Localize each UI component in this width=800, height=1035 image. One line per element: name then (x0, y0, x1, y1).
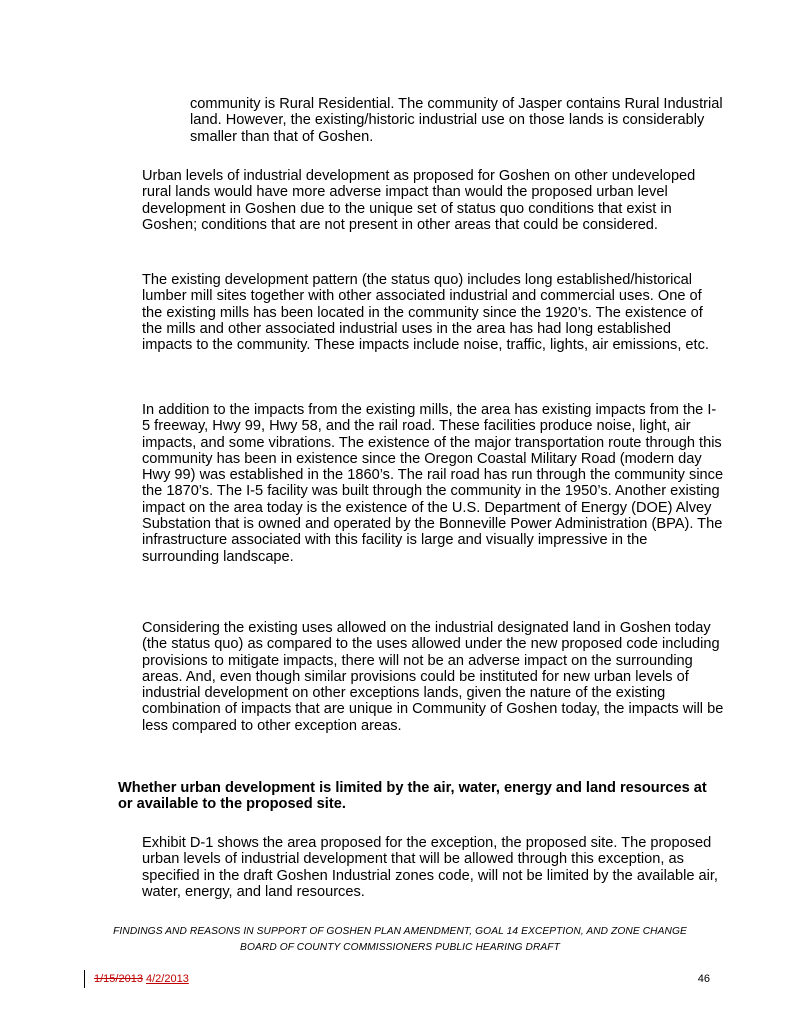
paragraph-jasper: community is Rural Residential. The community of Jasper contains Rural Industrial land. However, the existing/historic industrial use on those lands is considerably smaller than that of Goshen. (190, 96, 723, 145)
footer-dates (94, 973, 189, 985)
revision-bar (84, 970, 85, 988)
footer-title-line2: BOARD OF COUNTY COMMISSIONERS PUBLIC HEARING DRAFT (240, 942, 560, 953)
paragraph-considering-uses: Considering the existing uses allowed on the industrial designated land in Goshen today (the status quo) as compared to the uses allowed under the new proposed code including provisions to mitigate impacts, there will not be an adverse impact on the surrounding areas. And, even though similar provisions could be instituted for new urban levels of industrial development on other exceptions lands, given the nature of the existing combination of impacts that are unique in Community of Goshen today, the impacts will be less compared to other exception areas. (142, 620, 724, 734)
new-date-inserted: 4/2/2013 (146, 973, 189, 985)
page-number: 46 (697, 973, 710, 985)
paragraph-exhibit-d1: Exhibit D-1 shows the area proposed for the exception, the proposed site. The proposed urban levels of industrial development that will be allowed through this exception, as specified in the draft Goshen Industrial zones code, will not be limited by the available air, water, energy, and land resources. (142, 835, 718, 900)
paragraph-development-pattern: The existing development pattern (the status quo) includes long established/historical lumber mill sites together with other associated industrial and commercial uses. One of the existing mills has been located in the community since the 1920’s. The existence of the mills and other associated industrial uses in the area has had long established impacts to the community. These impacts include noise, traffic, lights, air emissions, etc. (142, 272, 709, 354)
section-heading: Whether urban development is limited by the air, water, energy and land resources at or available to the proposed site. (118, 780, 707, 813)
paragraph-existing-impacts: In addition to the impacts from the existing mills, the area has existing impacts from the I-5 freeway, Hwy 99, Hwy 58, and the rail road. These facilities produce noise, light, air impacts, and some vibrations. The existence of the major transportation route through this community has been in existence since the Oregon Coastal Military Road (modern day Hwy 99) was established in the 1860’s. The rail road has run through the community since the 1870’s. The I-5 facility was built through the community in the 1950’s. Another existing impact on the area today is the existence of the U.S. Department of Energy (DOE) Alvey Substation that is owned and operated by the Bonneville Power Administration (BPA). The infrastructure associated with this facility is large and visually impressive in the surrounding landscape. (142, 402, 724, 565)
footer-title-line1: FINDINGS AND REASONS IN SUPPORT OF GOSHEN PLAN AMENDMENT, GOAL 14 EXCEPTION, AND ZONE CHANGE (113, 926, 687, 937)
paragraph-urban-levels: Urban levels of industrial development as proposed for Goshen on other undeveloped rural lands would have more adverse impact than would the proposed urban level development in Goshen due to the unique set of status quo conditions that exist in Goshen; conditions that are not present in other areas that could be considered. (142, 168, 696, 233)
old-date-deleted: 1/15/2013 (94, 973, 143, 985)
